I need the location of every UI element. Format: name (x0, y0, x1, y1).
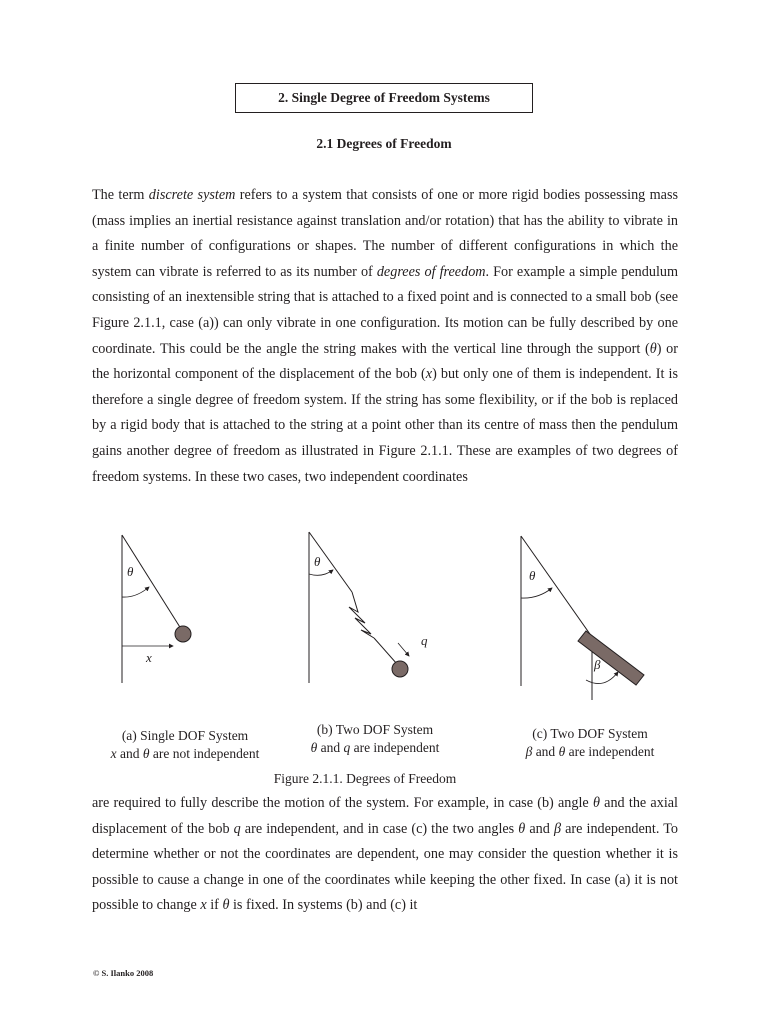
section-title: 2.1 Degrees of Freedom (316, 136, 452, 151)
pendulum-diagrams (0, 520, 768, 700)
pendulum-b (309, 532, 428, 683)
q-label-b: q (421, 633, 428, 648)
caption-a: (a) Single DOF System x and θ are not independent (110, 728, 260, 761)
beta-label-c: β (594, 657, 601, 672)
figure-caption: Figure 2.1.1. Degrees of Freedom (273, 771, 457, 786)
figure-2-1-1 (0, 520, 768, 761)
caption-b: (b) Two DOF System θ and q are independent (310, 722, 440, 755)
paragraph-intro: The term discrete system refers to a system that consists of one or more rigid bodies possessing mass (mass implies an inertial resistance against translation and/or rotation) that has the ability to vibrate in a finite number of configurations or shapes. The number of different configurations in which the system can vibrate is referred to as its number of degrees of freedom. For example a simple pendulum consisting of an inextensible string that is attached to a fixed point and is connected to a small bob (see Figure 2.1.1, case (a)) can only vibrate in one configuration. Its motion can be fully described by one coordinate. This could be the angle the string makes with the vertical line through the support (θ) or the horizontal component of the displacement of the bob (x) but only one of them is independent. It is therefore a single degree of freedom system. If the string has some flexibility, or if the bob is replaced by a rigid body that is attached to the string at a point other than its centre of mass then the pendulum gains another degree of freedom as illustrated in Figure 2.1.1. These are examples of two degrees of freedom systems. In these two cases, two independent coordinates (92, 187, 679, 485)
copyright-footer: © S. Ilanko 2008 (93, 968, 154, 978)
caption-c: (c) Two DOF System β and θ are independent (525, 726, 655, 759)
theta-label-c: θ (529, 568, 536, 583)
pendulum-a (122, 535, 191, 683)
pendulum-c (521, 536, 644, 700)
paragraph-continued: are required to fully describe the motion of the system. For example, in case (b) angle θ and the axial displacement of the bob q are independent, and in case (c) the two angles θ and β are independent. To determine whether or not the coordinates are dependent, one may consider the question whether it is possible to cause a change in one of the coordinates while keeping the other fixed. In case (a) it is not possible to change x if θ is fixed. In systems (b) and (c) it (92, 795, 678, 914)
chapter-title: 2. Single Degree of Freedom Systems (235, 83, 533, 113)
x-label-a: x (146, 650, 152, 665)
theta-label-a: θ (127, 564, 134, 579)
theta-label-b: θ (314, 554, 321, 569)
